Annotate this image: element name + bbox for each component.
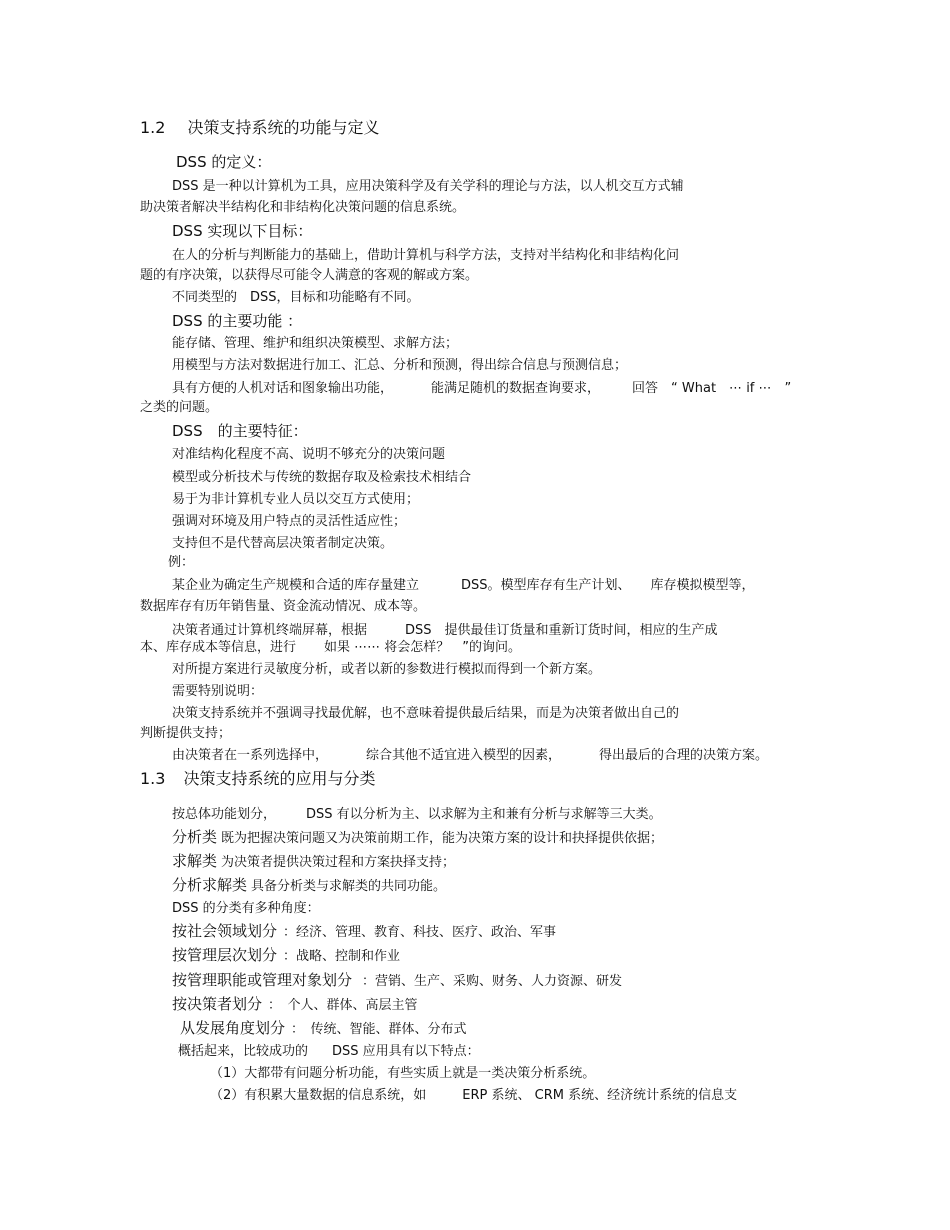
classification-angle bbox=[172, 947, 400, 965]
function-item: 用模型与方法对数据进行加工、汇总、分析和预测，得出综合信息与预测信息； bbox=[172, 358, 628, 373]
classification-angle bbox=[172, 996, 418, 1014]
angle-title: 从发展角度划分 bbox=[180, 1019, 286, 1037]
feature-item: 强调对环境及用户特点的灵活性适应性； bbox=[172, 514, 407, 529]
paragraph-line: 之类的问题。 bbox=[140, 400, 219, 415]
category-text: 为决策者提供决策过程和方案抉择支持； bbox=[221, 855, 456, 870]
dss-functions-heading: DSS 的主要功能 ： bbox=[172, 312, 303, 330]
angle-title: 按管理层次划分 bbox=[172, 946, 278, 964]
category-text: 既为把握决策问题又为决策前期工作，能为决策方案的设计和抉择提供依据； bbox=[221, 831, 664, 846]
angle-title: 按管理职能或管理对象划分 bbox=[172, 971, 353, 989]
text-run: （2）有积累大量数据的信息系统，如 bbox=[210, 1088, 427, 1103]
example-label: 例： bbox=[168, 555, 195, 570]
paragraph-line: 在人的分析与判断能力的基础上，借助计算机与科学方法，支持对半结构化和非结构化问 bbox=[172, 248, 680, 263]
text-run: DSS。模型库存有生产计划、 bbox=[461, 578, 631, 593]
section-heading-1-3 bbox=[140, 769, 375, 789]
paragraph-line bbox=[140, 640, 521, 656]
paragraph-line: 对所提方案进行灵敏度分析，或者以新的参数进行模拟而得到一个新方案。 bbox=[172, 662, 602, 677]
category-title: 分析类 bbox=[172, 828, 218, 846]
feature-item: 模型或分析技术与传统的数据存取及检索技术相结合 bbox=[172, 470, 472, 485]
text-run: ERP 系统、 CRM 系统、经济统计系统的信息支 bbox=[462, 1088, 738, 1103]
text-run: 按总体功能划分， bbox=[172, 807, 277, 822]
category-title: 求解类 bbox=[172, 852, 218, 870]
text-run: 如果 ⋯⋯ 将会怎样？ ”的询问。 bbox=[324, 640, 522, 655]
paragraph-line: DSS 的分类有多种角度： bbox=[172, 901, 320, 916]
classification-angle bbox=[180, 1020, 467, 1038]
text-run: 某企业为确定生产规模和合适的库存量建立 bbox=[172, 578, 420, 593]
angle-title: 按决策者划分 bbox=[172, 995, 263, 1013]
feature-item: 易于为非计算机专业人员以交互方式使用； bbox=[172, 492, 420, 507]
dss-goals-heading: DSS 实现以下目标： bbox=[172, 222, 313, 240]
text-run: 回答 “ What ⋯ if ⋯ ” bbox=[632, 381, 792, 396]
category-title: 分析求解类 bbox=[172, 876, 248, 894]
text-run: 综合其他不适宜进入模型的因素， bbox=[366, 748, 562, 763]
paragraph-line: DSS 是一种以计算机为工具，应用决策科学及有关学科的理论与方法，以人机交互方式辅 bbox=[172, 179, 684, 194]
paragraph-line bbox=[172, 578, 755, 594]
text-run: DSS 有以分析为主、以求解为主和兼有分析与求解等三大类。 bbox=[306, 807, 662, 822]
classification-item bbox=[172, 877, 446, 895]
angle-text: ：战略、控制和作业 bbox=[283, 949, 401, 964]
text-run: 得出最后的合理的决策方案。 bbox=[599, 748, 769, 763]
feature-item: 支持但不是代替高层决策者制定决策。 bbox=[172, 536, 394, 551]
text-run: DSS 提供最佳订货量和重新订货时间，相应的生产成 bbox=[405, 623, 718, 638]
paragraph-line: 需要特别说明： bbox=[172, 684, 264, 699]
section-number: 1.3 bbox=[140, 769, 166, 788]
angle-text: ： 传统、智能、群体、分布式 bbox=[291, 1022, 467, 1037]
dss-definition-heading: DSS 的定义： bbox=[176, 153, 272, 171]
paragraph-line bbox=[172, 623, 718, 639]
section-heading-1-2 bbox=[140, 118, 379, 138]
paragraph-line: 不同类型的 DSS，目标和功能略有不同。 bbox=[172, 290, 420, 305]
angle-text: ： 个人、群体、高层主管 bbox=[268, 998, 418, 1013]
text-run: 能满足随机的数据查询要求， bbox=[431, 381, 601, 396]
feature-list-item bbox=[210, 1088, 737, 1104]
classification-item bbox=[172, 853, 455, 871]
angle-title: 按社会领域划分 bbox=[172, 922, 278, 940]
category-text: 具备分析类与求解类的共同功能。 bbox=[251, 879, 447, 894]
feature-item: 对准结构化程度不高、说明不够充分的决策问题 bbox=[172, 447, 446, 462]
text-run: DSS 应用具有以下特点： bbox=[332, 1044, 480, 1059]
classification-angle bbox=[172, 923, 556, 941]
text-run: 由决策者在一系列选择中， bbox=[172, 748, 329, 763]
paragraph-line bbox=[178, 1044, 480, 1060]
text-run: 本、库存成本等信息，进行 bbox=[140, 640, 297, 655]
section-title: 决策支持系统的应用与分类 bbox=[183, 769, 376, 788]
paragraph-line bbox=[172, 807, 662, 823]
section-title: 决策支持系统的功能与定义 bbox=[187, 118, 380, 137]
function-item: 能存储、管理、维护和组织决策模型、求解方法； bbox=[172, 336, 459, 351]
feature-list-item: （1）大都带有问题分析功能，有些实质上就是一类决策分析系统。 bbox=[210, 1066, 596, 1081]
section-number: 1.2 bbox=[140, 118, 166, 137]
paragraph-line: 助决策者解决半结构化和非结构化决策问题的信息系统。 bbox=[140, 200, 466, 215]
classification-angle bbox=[172, 972, 622, 990]
text-run: 概括起来，比较成功的 bbox=[178, 1044, 309, 1059]
text-run: 库存模拟模型等， bbox=[650, 578, 755, 593]
paragraph-line: 判断提供支持； bbox=[140, 726, 232, 741]
dss-features-heading: DSS 的主要特征： bbox=[172, 422, 308, 440]
paragraph-line bbox=[172, 748, 768, 764]
paragraph-line: 决策支持系统并不强调寻找最优解，也不意味着提供最后结果，而是为决策者做出自己的 bbox=[172, 706, 680, 721]
angle-text: ：营销、生产、采购、财务、人力资源、研发 bbox=[362, 974, 623, 989]
angle-text: ：经济、管理、教育、科技、医疗、政治、军事 bbox=[283, 925, 557, 940]
classification-item bbox=[172, 829, 663, 847]
paragraph-line: 题的有序决策，以获得尽可能令人满意的客观的解或方案。 bbox=[140, 268, 479, 283]
text-run: 具有方便的人机对话和图象输出功能， bbox=[172, 381, 394, 396]
function-item bbox=[172, 381, 791, 397]
text-run: 决策者通过计算机终端屏幕，根据 bbox=[172, 623, 368, 638]
paragraph-line: 数据库存有历年销售量、资金流动情况、成本等。 bbox=[140, 599, 427, 614]
